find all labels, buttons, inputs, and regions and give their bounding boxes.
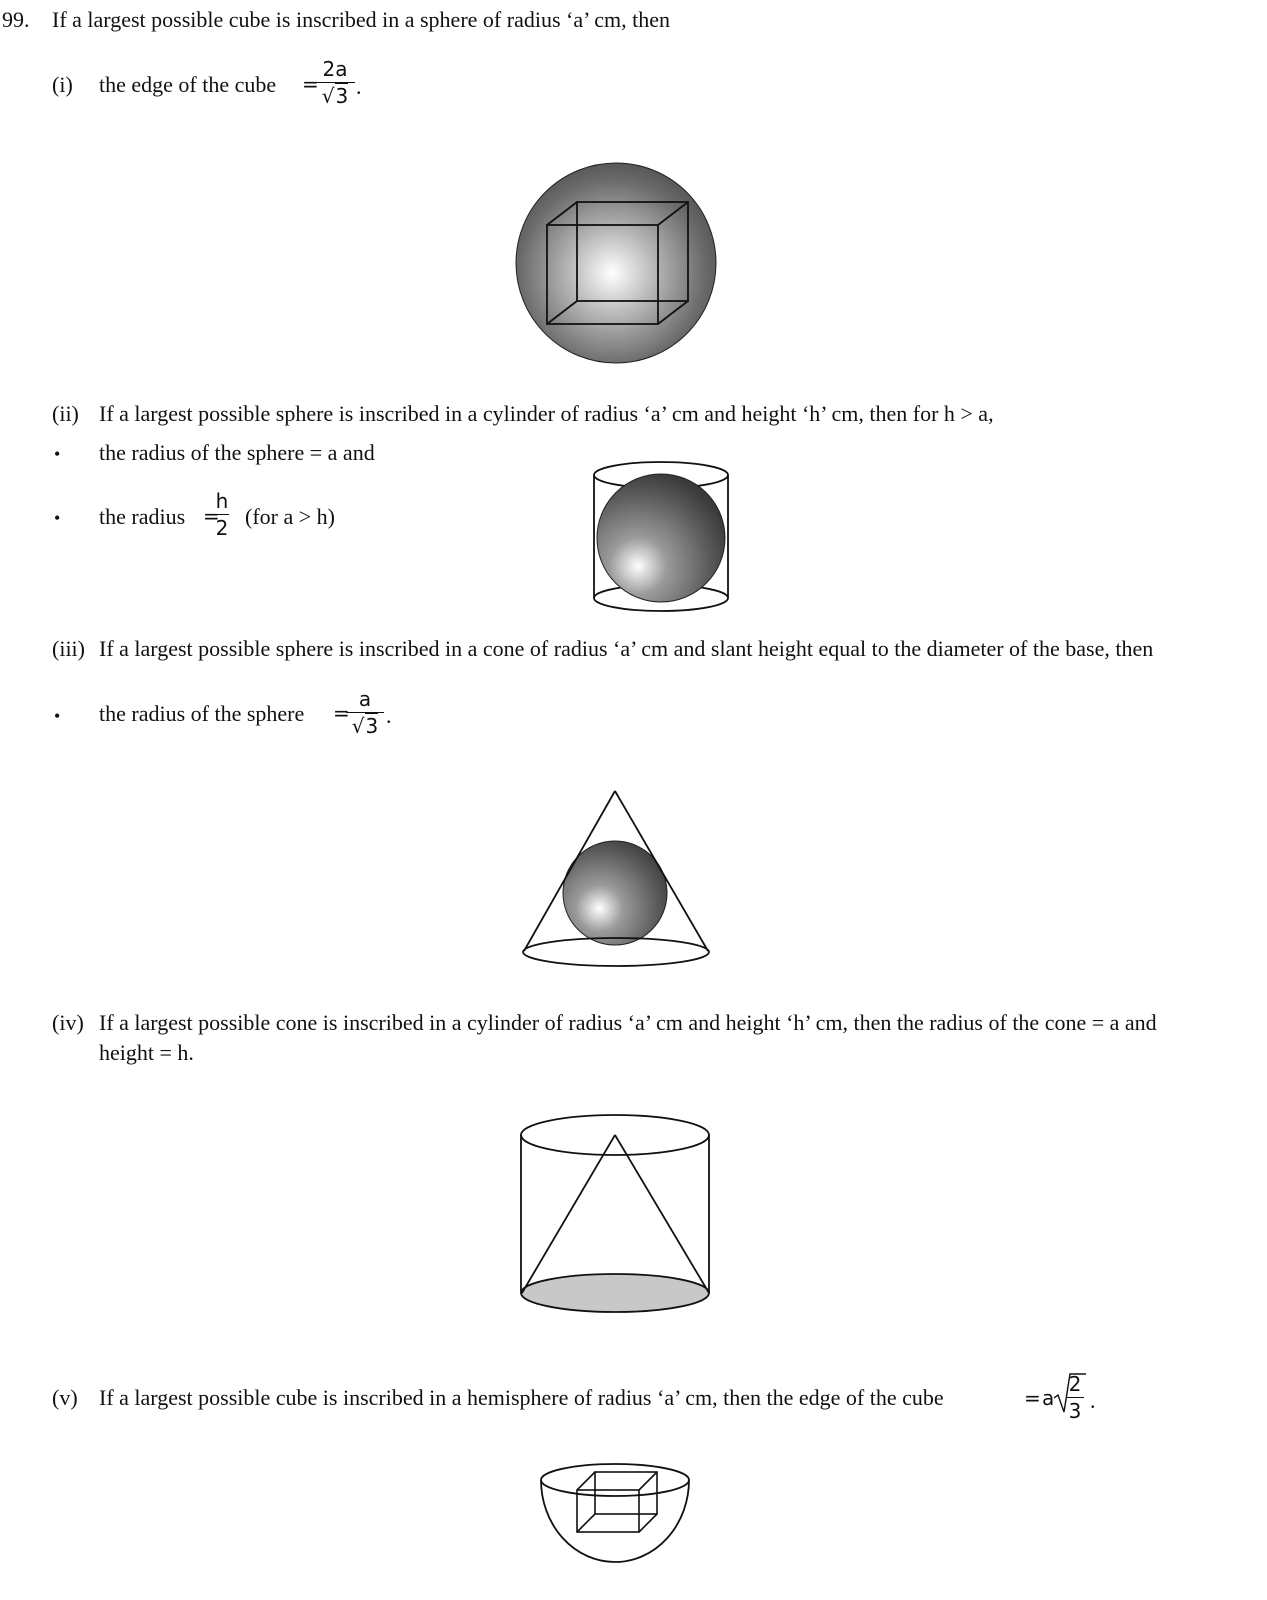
cube-in-hemisphere-figure [537, 1460, 697, 1570]
bullet: • [54, 706, 61, 726]
fraction-bar [215, 514, 229, 515]
part-i-root: 3 [335, 84, 349, 108]
part-ii-label: (ii) [52, 401, 79, 426]
question-intro: If a largest possible cube is inscribed in a sphere of radius ‘a’ cm, then [52, 7, 671, 32]
part-iv-line-1: If a largest possible cone is inscribed in a cylinder of radius ‘a’ cm and height ‘h’ cm, then the radius of the cone = a and [99, 1010, 1157, 1035]
part-iii-root: 3 [365, 714, 379, 738]
cone-in-cylinder-figure [518, 1108, 718, 1323]
part-iii-denominator: √3 [351, 714, 379, 738]
part-v-denominator: 3 [1068, 1399, 1082, 1423]
sphere-shape [516, 163, 716, 363]
fraction-bar [1066, 1397, 1084, 1398]
part-i-label: (i) [52, 72, 73, 97]
part-iv-label: (iv) [52, 1010, 84, 1035]
question-number: 99. [2, 7, 30, 32]
part-v-label: (v) [52, 1385, 78, 1410]
part-v-numerator: 2 [1068, 1372, 1082, 1396]
part-iii-numerator: a [358, 687, 372, 711]
part-i-period: . [356, 74, 362, 99]
part-iii-text: If a largest possible sphere is inscribed in a cone of radius ‘a’ cm and slant height equal to the diameter of the base, then [99, 636, 1154, 661]
hemisphere-outline [541, 1464, 689, 1562]
sphere-in-cylinder-figure [588, 455, 738, 625]
part-ii-condition: (for a > h) [245, 504, 335, 529]
part-ii-bullet-1: the radius of the sphere = a and [99, 440, 375, 465]
part-iii-label: (iii) [52, 636, 85, 661]
part-v-equals: = [1024, 1386, 1041, 1410]
cone-outline [522, 1135, 709, 1293]
part-i-fraction [315, 58, 355, 107]
part-ii-bullet-2-text: the radius [99, 504, 186, 529]
part-iv-line-2: height = h. [99, 1040, 194, 1065]
part-v-fraction [1066, 1373, 1084, 1422]
part-ii-equals: = [203, 504, 220, 528]
part-iii-period: . [386, 703, 392, 728]
part-ii-denominator: 2 [215, 516, 229, 540]
cube-wireframe [577, 1472, 657, 1532]
part-ii-fraction [207, 490, 237, 539]
part-i-denominator: √3 [321, 84, 349, 108]
sphere-in-cone-figure [518, 785, 718, 970]
bullet: • [54, 444, 61, 464]
part-iii-fraction [346, 688, 384, 737]
part-iii-equals: = [333, 701, 350, 725]
part-i-numerator: 2a [322, 57, 348, 81]
part-ii-numerator: h [215, 489, 229, 513]
part-v-period: . [1090, 1388, 1096, 1413]
part-v-coefficient: a [1042, 1386, 1055, 1410]
cone-base-shading [521, 1274, 709, 1312]
part-v-text: If a largest possible cube is inscribed in a hemisphere of radius ‘a’ cm, then the edge of the cube [99, 1385, 944, 1410]
part-ii-text: If a largest possible sphere is inscribed in a cylinder of radius ‘a’ cm and height ‘h’ cm, then for h > a, [99, 401, 994, 426]
bullet: • [54, 508, 61, 528]
part-i-equals: = [302, 72, 319, 96]
cylinder-outline [521, 1115, 709, 1293]
cube-in-sphere-figure [507, 155, 727, 375]
part-iii-bullet-1: the radius of the sphere [99, 701, 305, 726]
part-i-text: the edge of the cube [99, 72, 277, 97]
sphere-shape [597, 474, 725, 602]
